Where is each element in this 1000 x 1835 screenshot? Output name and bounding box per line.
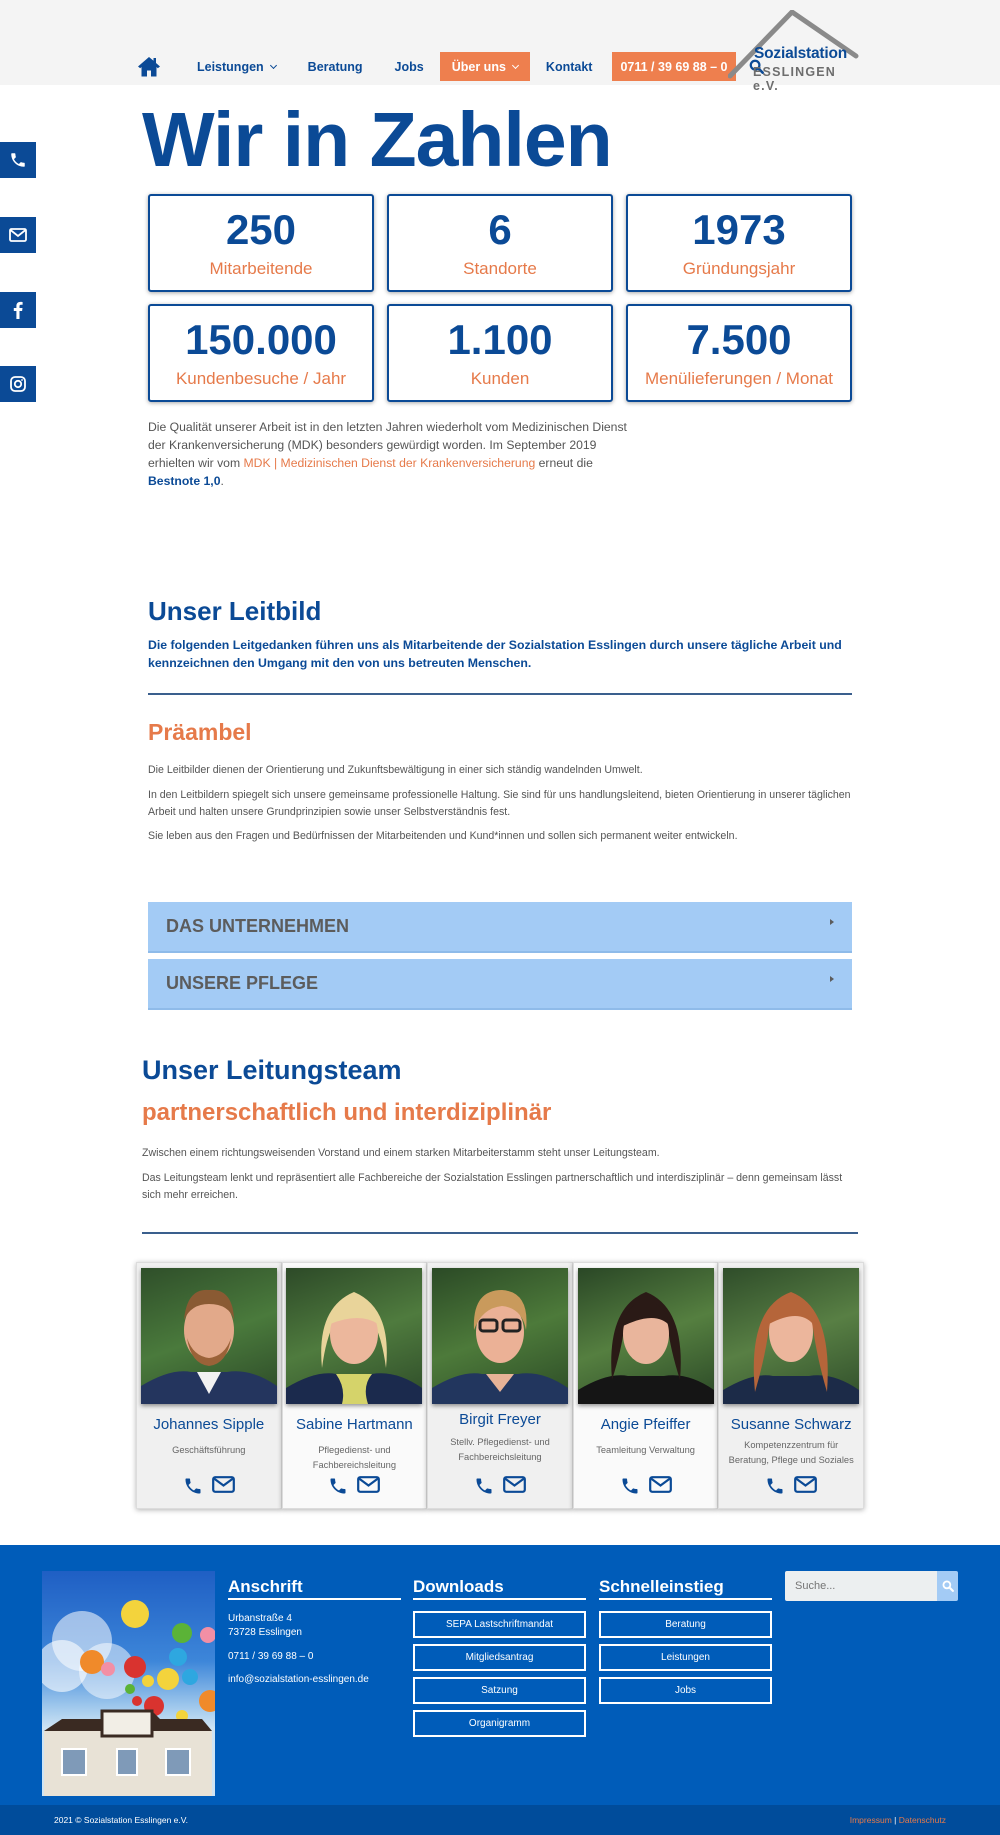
download-sepa-button[interactable]: SEPA Lastschriftmandat [413, 1611, 586, 1638]
member-role: Geschäftsführung [172, 1445, 246, 1455]
phone-icon [9, 151, 27, 169]
stat-card [148, 304, 374, 402]
download-mitgliedsantrag-button[interactable]: Mitgliedsantrag [413, 1644, 586, 1671]
instagram-icon [10, 376, 26, 392]
logo-line1: Sozialstation [754, 45, 847, 62]
footer-anschrift-title: Anschrift [228, 1577, 303, 1596]
separator: | [894, 1815, 897, 1825]
call-button[interactable] [620, 1476, 640, 1496]
footer-downloads-title: Downloads [413, 1577, 504, 1596]
call-button[interactable] [474, 1476, 494, 1496]
team-subtitle: partnerschaftlich und interdiziplinär [142, 1099, 552, 1126]
member-role: Teamleitung Verwaltung [596, 1445, 695, 1455]
divider [148, 693, 852, 695]
portrait-image [723, 1268, 859, 1404]
mail-icon [794, 1476, 817, 1493]
member-photo [141, 1268, 277, 1404]
member-name: Susanne Schwarz [730, 1416, 852, 1433]
nav-jobs[interactable]: Jobs [394, 59, 424, 74]
call-button[interactable] [328, 1476, 348, 1496]
stat-label: Standorte [463, 259, 537, 278]
copyright: 2021 © Sozialstation Esslingen e.V. [54, 1815, 189, 1825]
phone-icon [765, 1476, 785, 1496]
call-button[interactable] [765, 1476, 785, 1496]
member-name: Sabine Hartmann [296, 1416, 413, 1433]
download-satzung-button[interactable]: Satzung [413, 1677, 586, 1704]
praeambel-paragraph: In den Leitbildern spiegelt sich unsere gemeinsame professionelle Haltung. Sie sind für uns handlungsleitend, bieten Orientierung in unserer täglichen Arbeit und halten unsere Grundprinzipien sowie unser Selbstverständnis fest. [148, 789, 851, 818]
praeambel-paragraph: Sie leben aus den Fragen und Bedürfnissen der Mitarbeitenden und Kund*innen und sollen sich permanent weiter entwickeln. [148, 830, 738, 842]
stat-label: Kunden [470, 369, 530, 388]
stat-card [387, 304, 613, 402]
footer-email[interactable]: info@sozialstation-esslingen.de [228, 1674, 369, 1685]
social-mail[interactable] [0, 217, 36, 253]
stat-value: 1.100 [447, 316, 553, 363]
search-submit-button[interactable] [937, 1571, 958, 1601]
member-name: Birgit Freyer [459, 1411, 541, 1428]
caret-right-icon [830, 976, 834, 982]
caret-right-icon [830, 919, 834, 925]
praeambel-title: Präambel [148, 719, 252, 745]
email-button[interactable] [649, 1476, 672, 1496]
email-button[interactable] [357, 1476, 380, 1496]
logo[interactable] [728, 10, 863, 93]
impressum-link[interactable]: Impressum [849, 1815, 892, 1825]
call-button[interactable] [183, 1476, 203, 1496]
social-phone[interactable] [0, 142, 36, 178]
team-paragraph: Das Leitungsteam lenkt und repräsentiert alle Fachbereiche der Sozialstation Esslingen partnerschaftlich und interdisziplinär – denn gemeinsam lässt sich mehr erreichen. [142, 1172, 843, 1201]
download-organigramm-button[interactable]: Organigramm [413, 1710, 586, 1737]
mail-icon [503, 1476, 526, 1493]
stat-value: 1973 [692, 206, 786, 253]
accordion-title: DAS UNTERNEHMEN [166, 916, 350, 936]
footer-search [785, 1571, 958, 1601]
stat-label: Gründungsjahr [682, 259, 796, 278]
footer-schnelleinstieg-title: Schnelleinstieg [599, 1577, 724, 1596]
nav-ueber-uns[interactable]: Über uns [440, 52, 530, 81]
email-button[interactable] [503, 1476, 526, 1496]
portrait-image [432, 1268, 568, 1404]
member-role: Kompetenzzentrum für Beratung, Pflege und Soziales [728, 1440, 854, 1465]
search-icon [942, 1580, 954, 1592]
nav-beratung[interactable]: Beratung [307, 59, 363, 74]
email-button[interactable] [794, 1476, 817, 1496]
member-role: Stellv. Pflegedienst- und Fachbereichsleitung [450, 1437, 550, 1462]
home-link[interactable] [137, 56, 161, 78]
social-instagram[interactable] [0, 366, 36, 402]
quicklink-beratung[interactable]: Beratung [599, 1611, 772, 1638]
member-role: Pflegedienst- und Fachbereichsleitung [312, 1445, 396, 1470]
mail-icon [9, 228, 27, 242]
stats-grid [148, 194, 852, 402]
page-title: Wir in Zahlen [142, 97, 612, 183]
stat-value: 150.000 [185, 316, 337, 363]
member-name: Angie Pfeiffer [600, 1416, 691, 1433]
stat-label: Kundenbesuche / Jahr [175, 369, 347, 388]
quicklink-leistungen[interactable]: Leistungen [599, 1644, 772, 1671]
phone-icon [328, 1476, 348, 1496]
datenschutz-link[interactable]: Datenschutz [898, 1815, 946, 1825]
stat-value: 7.500 [686, 316, 792, 363]
social-facebook[interactable] [0, 292, 36, 328]
mail-icon [357, 1476, 380, 1493]
member-photo [432, 1268, 568, 1404]
footer-phone[interactable]: 0711 / 39 69 88 – 0 [228, 1651, 314, 1662]
stat-value: 6 [488, 206, 512, 253]
portrait-image [141, 1268, 277, 1404]
email-button[interactable] [212, 1476, 235, 1496]
leitbild-intro: Die folgenden Leitgedanken führen uns als Mitarbeitende der Sozialstation Esslingen durch unsere tägliche Arbeit und kennzeichnen den Umgang mit den von uns betreuten Menschen. [148, 638, 842, 670]
team-title: Unser Leitungsteam [142, 1055, 402, 1085]
team-member-card [427, 1262, 573, 1509]
footer-image [42, 1571, 215, 1796]
facebook-icon [13, 301, 23, 319]
member-name: Johannes Sipple [153, 1416, 265, 1433]
team-member-card [718, 1262, 864, 1509]
accordion-title: UNSERE PFLEGE [166, 973, 319, 993]
praeambel-paragraph: Die Leitbilder dienen der Orientierung und Zukunftsbewältigung in einer sich ständig wandelnden Umwelt. [148, 764, 643, 776]
nav-leistungen[interactable]: Leistungen [187, 52, 286, 81]
bestnote: Bestnote 1,0 [148, 474, 221, 488]
divider [413, 1598, 586, 1600]
phone-button[interactable]: 0711 / 39 69 88 – 0 [612, 52, 735, 81]
mail-icon [212, 1476, 235, 1493]
portrait-image [286, 1268, 422, 1404]
stat-value: 250 [225, 206, 297, 253]
address-city: 73728 Esslingen [228, 1627, 302, 1638]
divider [228, 1598, 401, 1600]
phone-icon [620, 1476, 640, 1496]
chevron-down-icon [512, 61, 519, 68]
balloons-building-image [42, 1571, 215, 1796]
phone-icon [474, 1476, 494, 1496]
team-paragraph: Zwischen einem richtungsweisenden Vorstand und einem starken Mitarbeiterstamm steht unser Leitungsteam. [142, 1147, 660, 1159]
leitbild-title: Unser Leitbild [148, 596, 322, 626]
quicklink-jobs[interactable]: Jobs [599, 1677, 772, 1704]
portrait-image [578, 1268, 714, 1404]
stat-card [626, 194, 852, 292]
member-photo [286, 1268, 422, 1404]
mdk-link[interactable]: MDK | Medizinischen Dienst der Krankenversicherung [243, 456, 536, 470]
stat-card [626, 304, 852, 402]
main-nav [137, 52, 765, 81]
team-member-card [136, 1262, 282, 1509]
member-photo [578, 1268, 714, 1404]
search-input[interactable] [785, 1571, 937, 1601]
team-member-card [282, 1262, 428, 1509]
quality-text: Die Qualität unserer Arbeit ist in den letzten Jahren wiederholt vom Medizinischen Dienst der Krankenversicherung (MDK) besonders gewürdigt worden. Im September 2019 erhielten wir vom MDK | Medizinischen Dienst der Krankenversicherung erneut die Bestnote 1,0. [148, 420, 627, 488]
chevron-down-icon [270, 61, 277, 68]
stat-label: Menülieferungen / Monat [644, 369, 834, 388]
accordion-unsere-pflege[interactable] [148, 959, 852, 1010]
address-street: Urbanstraße 4 [228, 1613, 292, 1624]
team-member-card [573, 1262, 719, 1509]
divider [599, 1598, 772, 1600]
phone-icon [183, 1476, 203, 1496]
stat-label: Mitarbeitende [209, 259, 313, 278]
mail-icon [649, 1476, 672, 1493]
divider [142, 1232, 858, 1234]
logo-line2: ESSLINGEN e.V. [753, 65, 837, 93]
team-grid [136, 1262, 864, 1509]
accordion-das-unternehmen[interactable] [148, 902, 852, 953]
legal-links [850, 1815, 946, 1825]
member-photo [723, 1268, 859, 1404]
home-icon [137, 56, 161, 77]
stat-card [387, 194, 613, 292]
nav-kontakt[interactable]: Kontakt [545, 59, 593, 74]
stat-card [148, 194, 374, 292]
